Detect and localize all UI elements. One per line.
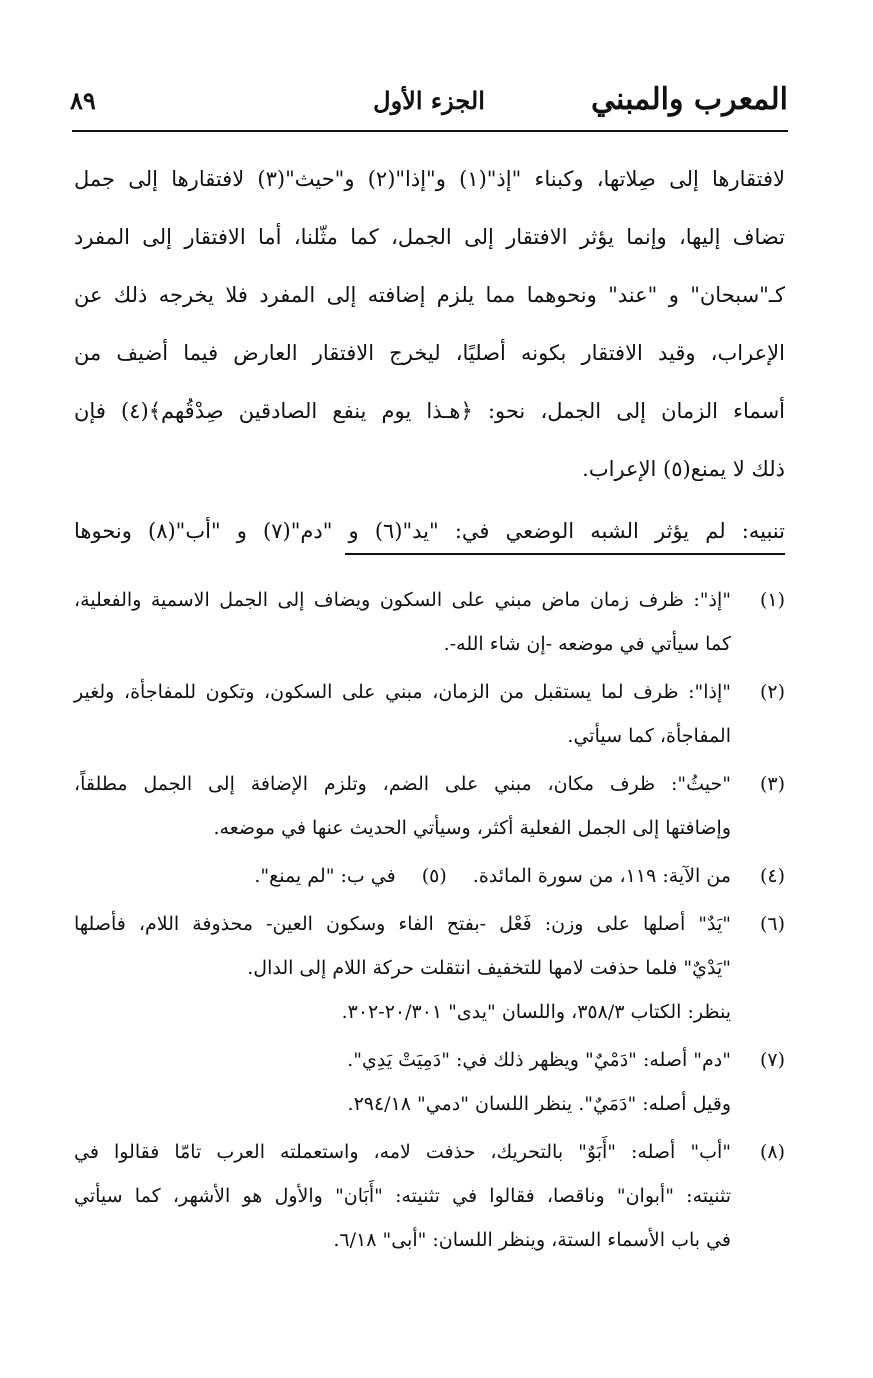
body-line-6: ذلك لا يمنع(٥) الإعراب. [582, 457, 785, 481]
footnote-line: ينظر: الكتاب ٣٥٨/٣، واللسان "يدى" ٢٠/٣٠١-٣٠٢. [341, 1001, 731, 1023]
footnote-line: من الآية: ١١٩، من سورة المائدة. [472, 865, 731, 887]
footnote-line: كما سيأتي في موضعه -إن شاء الله-. [443, 633, 731, 655]
footnote-line: "يَدْيٌ" فلما حذفت لامها للتخفيف انتقلت حركة اللام إلى الدال. [247, 957, 731, 979]
page-header [70, 72, 788, 128]
footnote-3 [74, 762, 785, 850]
body-line-5: أسماء الزمان إلى الجمل، نحو: ﴿هـذا يوم ينفع الصادقين صِدْقُهم﴾(٤) فإن [74, 399, 785, 423]
body-line-1: لافتقارها إلى صِلاتها، وكبناء "إذ"(١) و"إذا"(٢) و"حيث"(٣) لافتقارها إلى جمل [74, 167, 786, 191]
footnote-line: "يَدٌ" أصلها على وزن: فَعْل -بفتح الفاء وسكون العين- محذوفة اللام، فأصلها [74, 913, 731, 935]
footnote-line: تثنيته: "أبوان" وناقصا، فقالوا في تثنيته: "أَبَان" والأول هو الأشهر، كما سيأتي [74, 1185, 731, 1207]
body-line-2: تضاف إليها، وإنما يؤثر الافتقار إلى الجمل، كما مثّلنا، أما الافتقار إلى المفرد [74, 225, 785, 249]
footnote-line: في باب الأسماء الستة، وينظر اللسان: "أبى" ٦/١٨. [333, 1229, 731, 1251]
footnote-line: في ب: "لم يمنع". [254, 865, 396, 887]
footnote-number: (١) [759, 589, 785, 611]
footnote-number: (٨) [759, 1141, 785, 1163]
footnote-1 [74, 578, 785, 666]
note-line: تنبيه: لم يؤثر الشبه الوضعي في: "يد"(٦) و "دم"(٧) و "أب"(٨) ونحوها [74, 519, 785, 543]
footnote-number: (٢) [759, 681, 785, 703]
footnote-4-5 [74, 854, 785, 898]
footnote-2 [74, 670, 785, 758]
footnote-line: وإضافتها إلى الجمل الفعلية أكثر، وسيأتي الحديث عنها في موضعه. [213, 817, 731, 839]
footnote-8 [74, 1130, 785, 1262]
footnote-number: (٦) [759, 913, 785, 935]
footnote-line: "حيثُ": ظرف مكان، مبني على الضم، وتلزم الإضافة إلى الجمل مطلقاً، [74, 773, 731, 795]
footnote-number: (٣) [759, 773, 785, 795]
footnote-line: "إذ": ظرف زمان ماض مبني على السكون ويضاف إلى الجمل الاسمية والفعلية، [74, 589, 731, 611]
footnote-divider [345, 553, 785, 555]
main-text [74, 150, 785, 556]
footnote-number: (٧) [759, 1049, 785, 1071]
footnote-number: (٥) [421, 865, 447, 887]
footnote-line: "أب" أصله: "أَبَوٌ" بالتحريك، حذفت لامه، واستعملته العرب تامّا فقالوا في [74, 1141, 731, 1163]
footnote-number: (٤) [759, 865, 785, 887]
header-divider [72, 130, 788, 132]
footnote-line: المفاجأة، كما سيأتي. [567, 725, 731, 747]
footnote-6 [74, 902, 785, 1034]
body-line-4: الإعراب، وقيد الافتقار بكونه أصليًا، ليخرج الافتقار العارض فيما أضيف من [74, 341, 785, 365]
part-label: الجزء الأول [373, 86, 485, 115]
footnotes [74, 578, 785, 1266]
footnote-7 [74, 1038, 785, 1126]
book-title: المعرب والمبني [591, 82, 788, 117]
footnote-line: "إذا": ظرف لما يستقبل من الزمان، مبني على السكون، وتكون للمفاجأة، ولغير [74, 681, 731, 703]
body-line-3: كـ"سبحان" و "عند" ونحوهما مما يلزم إضافته إلى المفرد فلا يخرجه ذلك عن [74, 283, 785, 307]
footnote-line: وقيل أصله: "دَمَيٌ". ينظر اللسان "دمي" ٢٩٤/١٨. [347, 1093, 731, 1115]
footnote-line: "دم" أصله: "دَمْيٌ" ويظهر ذلك في: "دَمِيَتْ يَدِي". [347, 1049, 731, 1071]
page-number: ٨٩ [70, 86, 96, 115]
